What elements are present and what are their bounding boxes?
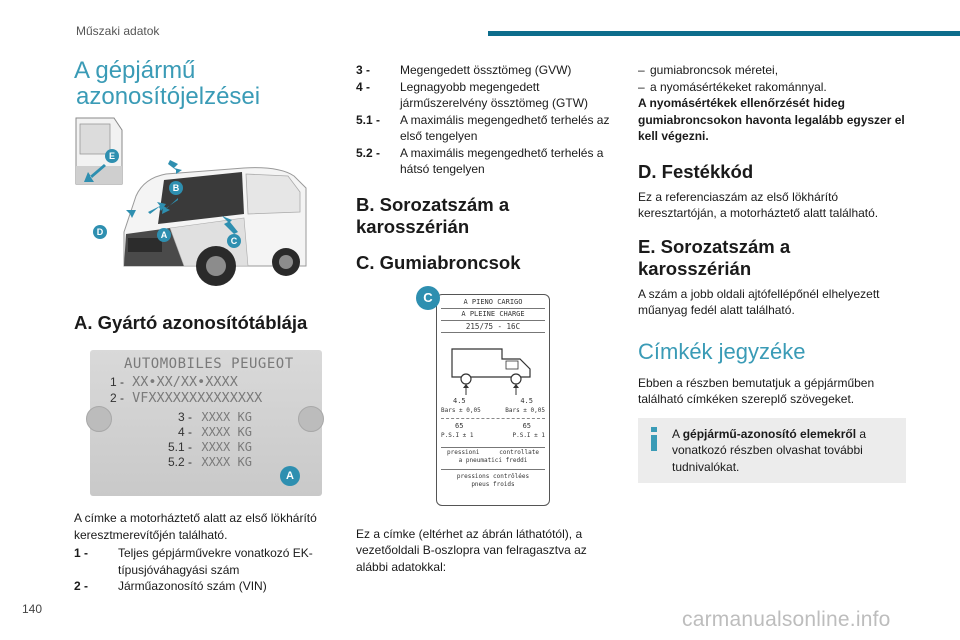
note-it-2: a pneumatici freddi — [458, 456, 528, 464]
manufacturer-plate — [90, 350, 322, 496]
rear-bar-value: 4.5 — [520, 396, 533, 405]
rear-psi-value: 65 — [522, 421, 531, 430]
info-text-pre: A — [672, 426, 683, 441]
list-item: 3 - Megengedett össztömeg (GVW) — [356, 63, 572, 77]
plate-w3-val: XXXX KG — [201, 410, 252, 424]
tire-label-line2: A PLEINE CHARGE — [461, 309, 525, 318]
page-title-line2: azonosítójelzései — [76, 83, 261, 110]
plate-w52-val: XXXX KG — [201, 455, 252, 469]
callout-d: D — [96, 227, 104, 237]
list-item: 5.1 - A maximális megengedhető terhelés az első tengelyen — [356, 112, 610, 143]
plate-badge: A — [280, 466, 300, 486]
callout-a: A — [160, 230, 168, 240]
front-bar-tolerance: Bars ± 0,05 — [441, 406, 481, 414]
plate-rivet-left — [86, 406, 112, 432]
info-text-post: a vonatkozó részben olvashat további tudnivalókat. — [672, 426, 867, 474]
watermark: carmanualsonline.info — [682, 608, 891, 631]
info-text-bold: gépjármű-azonosító elemekről — [682, 426, 857, 441]
section-e-text: A szám a jobb oldali ajtófellépőnél elhelyezett műanyag fedél alatt található. — [638, 286, 880, 317]
column-right — [638, 62, 906, 483]
list-item: 1 - Teljes gépjárművekre vonatkozó EK-típusjóváhagyási szám — [74, 546, 313, 577]
page-number: 140 — [22, 602, 43, 616]
plate-w4-num: 4 - — [177, 425, 192, 439]
plate-w3-num: 3 - — [177, 410, 192, 424]
list-item: – a nyomásértékeket rakománnyal. — [638, 79, 827, 94]
column-middle — [356, 62, 618, 575]
list-item: 2 - Járműazonosító szám (VIN) — [74, 579, 267, 593]
tire-label-figure — [418, 286, 554, 506]
van-pictogram — [442, 337, 546, 397]
callout-b: B — [172, 183, 180, 193]
van-illustration — [74, 116, 324, 294]
callout-c: C — [230, 236, 238, 246]
note-it-3: controllate — [499, 448, 539, 456]
list-item: 5.2 - A maximális megengedhető terhelés a hátsó tengelyen — [356, 145, 604, 176]
tire-info-list — [638, 62, 906, 95]
plate-maker: AUTOMOBILES PEUGEOT — [124, 356, 294, 372]
tire-label-badge: C — [416, 286, 440, 310]
header-bar — [488, 31, 960, 36]
list-item: – gumiabroncsok méretei, — [638, 63, 779, 77]
rear-bar-tolerance: Bars ± 0,05 — [505, 406, 545, 414]
front-psi-value: 65 — [455, 421, 464, 430]
plate-rivet-right — [298, 406, 324, 432]
tire-label-card — [436, 294, 550, 506]
plate-row-2-num: 2 - — [110, 391, 125, 405]
note-fr-1: pressions contrôlées — [456, 472, 530, 480]
section-e-title: E. Sorozatszám a karosszérián — [638, 235, 791, 279]
running-header: Műszaki adatok — [76, 24, 160, 38]
plate-w4-val: XXXX KG — [201, 425, 252, 439]
plate-w52-num: 5.2 - — [167, 455, 192, 469]
label-description: Ez a címke (eltérhet az ábrán láthatótól), a vezetőoldali B-oszlopra van felragasztva az alábbi adatokkal: — [356, 526, 587, 574]
plate-row-1-val: XX•XX/XX•XXXX — [132, 374, 238, 390]
plate-w51-val: XXXX KG — [201, 440, 252, 454]
tire-label-line1: A PIENO CARIGO — [463, 297, 523, 306]
tire-size: 215/75 - 16C — [465, 321, 521, 331]
plate-description: A címke a motorháztető alatt az első lökhárító keresztmerevítőjén található. — [74, 511, 317, 542]
plate-w51-num: 5.1 - — [167, 440, 192, 454]
rear-psi-tolerance: P.S.I ± 1 — [512, 431, 545, 439]
plate-items-list-cont — [356, 62, 618, 178]
list-item: 4 - Legnagyobb megengedett járműszerelvény össztömeg (GTW) — [356, 79, 589, 110]
info-icon — [650, 427, 658, 451]
column-left — [74, 58, 330, 595]
pressure-warning: A nyomásértékek ellenőrzését hideg gumiabroncsokon havonta legalább egyszer el kell végezni. — [638, 96, 905, 143]
plate-row-2-val: VFXXXXXXXXXXXXXX — [132, 390, 263, 406]
plate-row-1-num: 1 - — [110, 375, 125, 389]
callout-e: E — [108, 151, 116, 161]
labels-list-title: Címkék jegyzéke — [638, 338, 806, 364]
labels-list-text: Ebben a részben bemutatjuk a gépjárműben található címkéken szereplő szövegeket. — [638, 375, 875, 406]
section-d-title: D. Festékkód — [638, 160, 754, 182]
front-psi-tolerance: P.S.I ± 1 — [441, 431, 474, 439]
page-title — [74, 58, 330, 110]
page-title-line1: A gépjármű — [74, 57, 196, 84]
info-box — [638, 418, 906, 484]
section-a-title: A. Gyártó azonosítótáblája — [74, 312, 308, 333]
note-fr-2: pneus froids — [471, 480, 515, 488]
section-d-text: Ez a referenciaszám az első lökhárító keresztartóján, a motorháztető alatt található. — [638, 189, 879, 220]
section-c-title: C. Gumiabroncsok — [356, 251, 521, 273]
section-b-title: B. Sorozatszám a karosszérián — [356, 193, 510, 237]
note-it-1: pressioni — [447, 448, 480, 456]
front-bar-value: 4.5 — [453, 396, 466, 405]
plate-items-list — [74, 545, 330, 595]
